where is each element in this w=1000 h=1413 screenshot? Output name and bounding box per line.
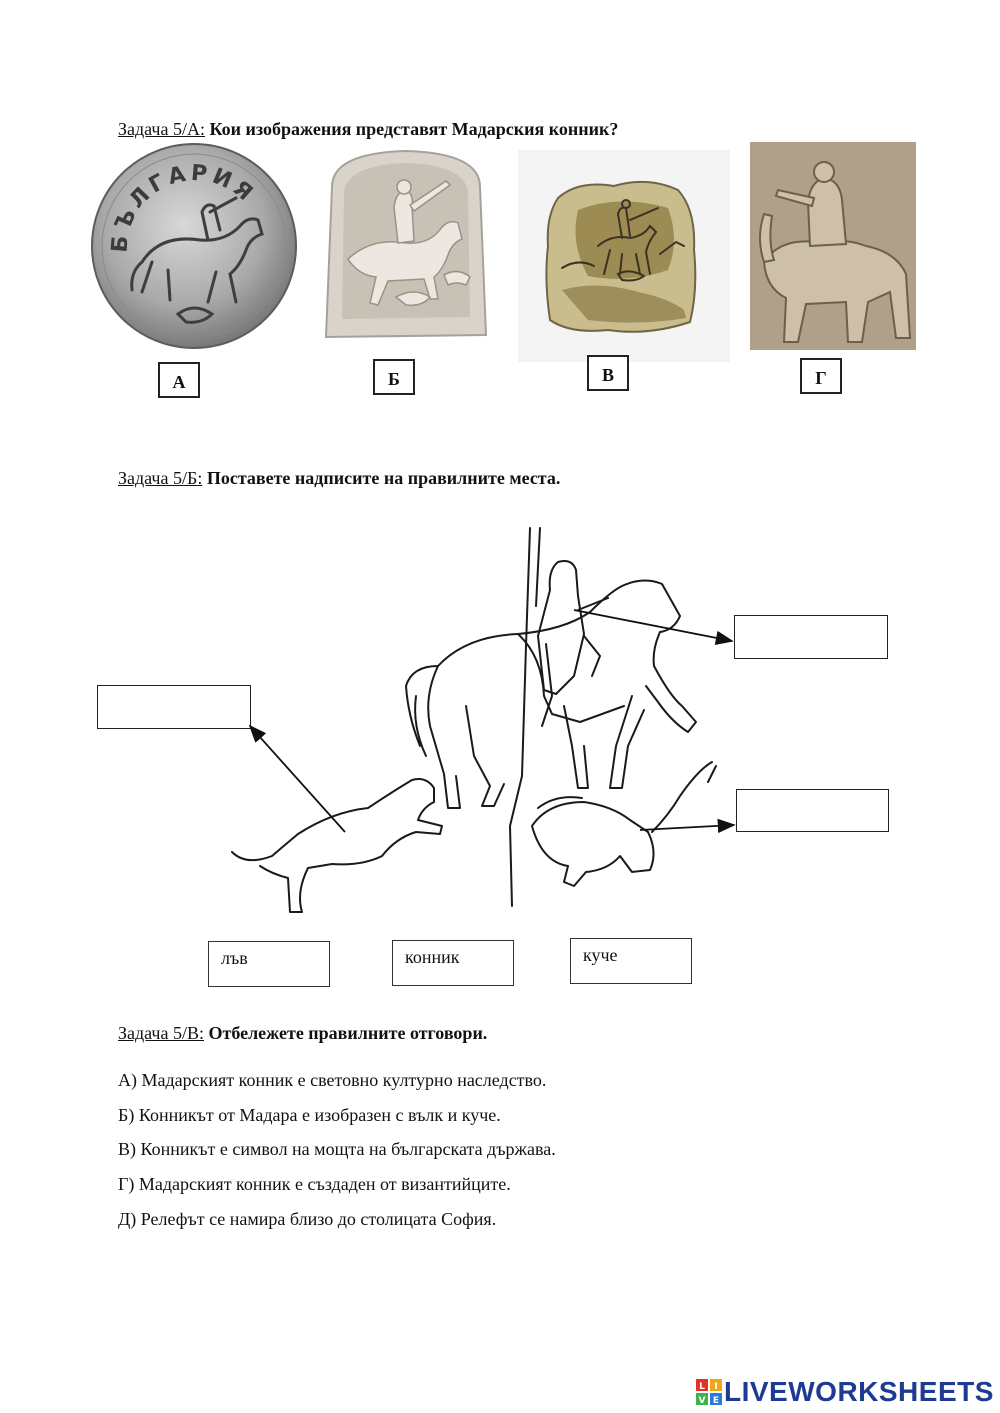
word-dog[interactable]: куче xyxy=(570,938,692,984)
liveworksheets-logo xyxy=(696,1374,994,1410)
answer-option-d[interactable]: Г) Мадарският конник е създаден от византийците. xyxy=(118,1174,511,1194)
liveworksheets-grid-icon xyxy=(696,1379,722,1405)
svg-text:E: E xyxy=(712,1396,720,1405)
svg-text:V: V xyxy=(698,1396,706,1405)
task-c-instruction: Отбележете правилните отговори. xyxy=(208,1023,488,1043)
option-a-box[interactable]: А xyxy=(158,362,200,398)
answer-option-b[interactable]: Б) Конникът от Мадара е изобразен с вълк и куче. xyxy=(118,1105,501,1125)
task-b-label: Задача 5/Б: xyxy=(118,468,203,488)
arrow-to-dog-box xyxy=(640,825,734,830)
task-a-label: Задача 5/А: xyxy=(118,119,205,139)
task-c-heading xyxy=(118,1023,487,1044)
task-c-label: Задача 5/В: xyxy=(118,1023,204,1043)
answer-option-a[interactable]: А) Мадарският конник е световно културно наследство. xyxy=(118,1070,547,1090)
liveworksheets-text: LIVEWORKSHEETS xyxy=(724,1376,994,1407)
option-d-box[interactable]: Г xyxy=(800,358,842,394)
arrow-to-rider-box xyxy=(574,610,732,641)
answer-option-e[interactable]: Д) Релефът се намира близо до столицата София. xyxy=(118,1209,497,1229)
svg-text:L: L xyxy=(699,1382,705,1392)
word-lion[interactable]: лъв xyxy=(208,941,330,987)
arrow-to-lion-box xyxy=(250,726,345,832)
task-b-instruction: Поставете надписите на правилните места. xyxy=(206,468,561,488)
word-rider[interactable]: конник xyxy=(392,940,514,986)
coin-inscription: БЪЛГАРИЯ xyxy=(107,160,261,254)
option-c-box[interactable]: В xyxy=(587,355,629,391)
svg-text:I: I xyxy=(714,1382,718,1392)
option-b-box[interactable]: Б xyxy=(373,359,415,395)
task-a-question: Кои изображения представят Мадарския конник? xyxy=(209,119,619,139)
answer-option-c[interactable]: В) Конникът е символ на мощта на българската държава. xyxy=(118,1139,556,1159)
